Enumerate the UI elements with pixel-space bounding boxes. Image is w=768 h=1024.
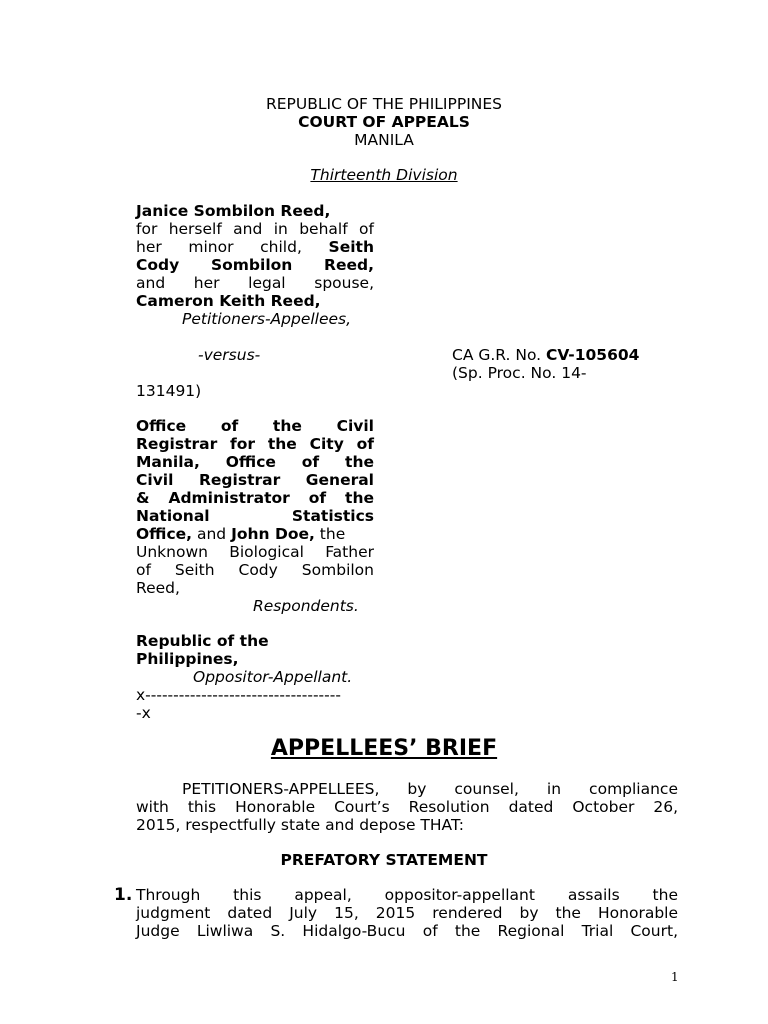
respondent-line-1: Office of the Civil [136, 417, 374, 435]
petitioner-line-2: for herself and in behalf of [136, 220, 374, 238]
case-number-prefix: CA G.R. No. [452, 346, 542, 364]
intro-line-3: 2015, respectfully state and depose THAT: [136, 816, 464, 834]
caption-separator-2: -x [136, 704, 151, 722]
petitioner-line-3 [136, 238, 374, 256]
document-title: APPELLEES’ BRIEF [270, 736, 498, 761]
page-number: 1 [671, 970, 679, 984]
paragraph-1-line-1: Through this appeal, oppositor-appellant assails the [136, 886, 678, 904]
respondent-line-8: Unknown Biological Father [136, 543, 374, 561]
versus-label: -versus- [198, 346, 261, 364]
petitioner-line-5: and her legal spouse, [136, 274, 374, 292]
respondents-role: Respondents. [253, 597, 359, 615]
oppositor-line-2: Philippines, [136, 650, 239, 668]
respondent-and: and [192, 525, 232, 543]
respondent-line-10: Reed, [136, 579, 180, 597]
respondent-line-6: National Statistics [136, 507, 374, 525]
section-heading: PREFATORY STATEMENT [280, 851, 488, 869]
respondent-line-9: of Seith Cody Sombilon [136, 561, 374, 579]
intro-line-1: PETITIONERS-APPELLEES, by counsel, in compliance [182, 780, 678, 798]
respondent-line-5: & Administrator of the [136, 489, 374, 507]
respondent-line-4: Civil Registrar General [136, 471, 374, 489]
petitioner-line-3-text: her minor child, [136, 238, 302, 256]
caption-separator-1: x----------------------------------- [136, 686, 341, 704]
petitioner-name-1: Janice Sombilon Reed, [136, 202, 331, 220]
oppositor-role: Oppositor-Appellant. [193, 668, 353, 686]
case-number-value: CV-105604 [546, 346, 640, 364]
respondent-line-3: Manila, Office of the [136, 453, 374, 471]
respondent-line-7 [136, 525, 374, 543]
paragraph-1-line-3: Judge Liwliwa S. Hidalgo-Bucu of the Regional Trial Court, [136, 922, 678, 940]
respondent-the: the [314, 525, 346, 543]
header-republic: REPUBLIC OF THE PHILIPPINES [265, 95, 502, 113]
sp-proc-line-1: (Sp. Proc. No. 14- [452, 364, 587, 382]
petitioner-name-3: Cameron Keith Reed, [136, 292, 321, 310]
intro-line-2: with this Honorable Court’s Resolution dated October 26, [136, 798, 678, 816]
respondent-line-2: Registrar for the City of [136, 435, 374, 453]
petitioner-name-2a: Seith [328, 238, 374, 256]
paragraph-1-number: 1. [114, 885, 133, 905]
petitioner-name-2b: Cody Sombilon Reed, [136, 256, 374, 274]
oppositor-line-1: Republic of the [136, 632, 269, 650]
header-city: MANILA [354, 131, 414, 149]
paragraph-1-line-2: judgment dated July 15, 2015 rendered by the Honorable [136, 904, 678, 922]
header-court: COURT OF APPEALS [298, 113, 470, 131]
header-division: Thirteenth Division [310, 166, 458, 184]
case-number [452, 346, 639, 364]
respondent-office: Office, [136, 525, 193, 543]
respondent-john-doe: John Doe, [231, 525, 315, 543]
petitioners-role: Petitioners-Appellees, [182, 310, 352, 328]
sp-proc-line-2: 131491) [136, 382, 202, 400]
